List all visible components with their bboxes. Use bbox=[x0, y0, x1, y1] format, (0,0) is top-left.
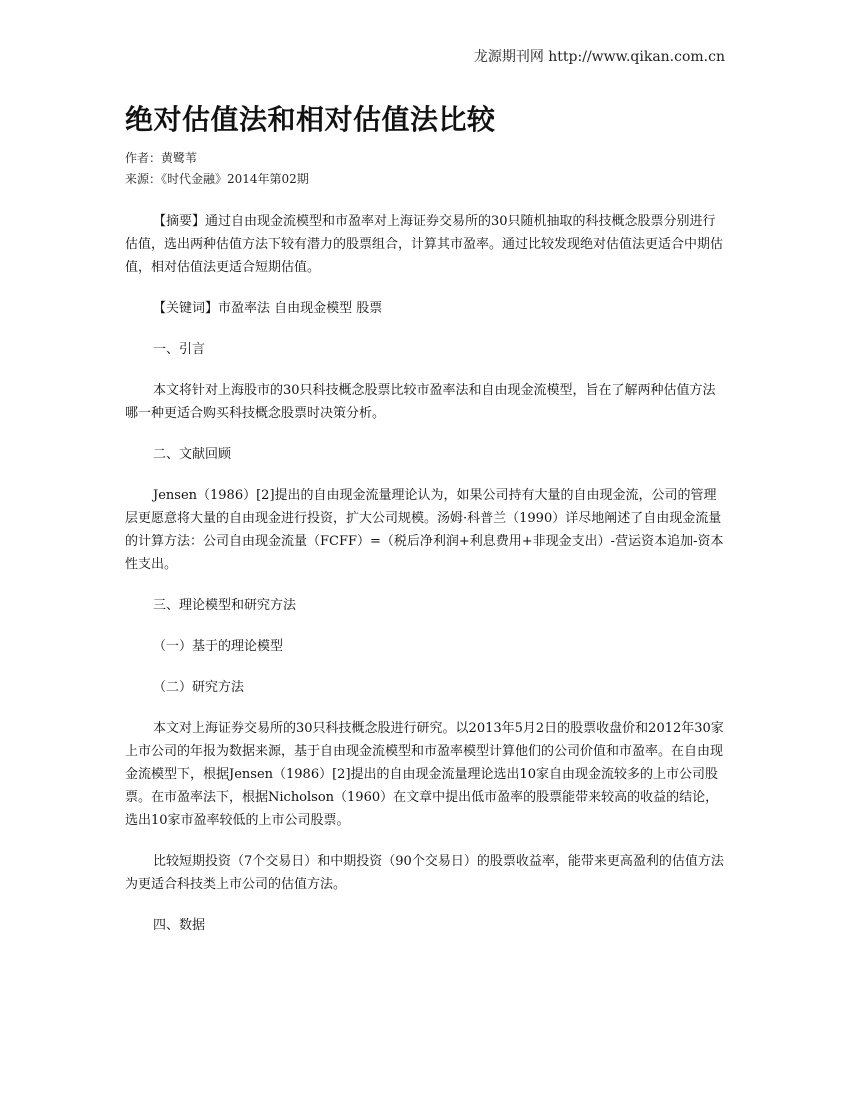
section-heading-intro: 一、引言 bbox=[153, 342, 206, 357]
section-heading-data: 四、数据 bbox=[153, 918, 206, 933]
article-body bbox=[125, 210, 725, 955]
site-header: 龙源期刊网 http://www.qikan.com.cn bbox=[473, 49, 725, 65]
abstract-paragraph: 【摘要】通过自由现金流模型和市盈率对上海证券交易所的30只随机抽取的科技概念股票分别进行估值，选出两种估值方法下较有潜力的股票组合，计算其市盈率。通过比较发现绝对估值法更适合中期估值，相对估值法更适合短期估值。 bbox=[125, 214, 724, 275]
subsection-heading-model: （一）基于的理论模型 bbox=[153, 639, 284, 654]
section-heading-literature: 二、文献回顾 bbox=[153, 447, 232, 462]
article-author: 作者：黄鹭苇 bbox=[125, 151, 198, 165]
article-title: 绝对估值法和相对估值法比较 bbox=[125, 103, 496, 136]
methods-paragraph: 本文对上海证券交易所的30只科技概念股进行研究。以2013年5月2日的股票收盘价和2012年30家上市公司的年报为数据来源，基于自由现金流模型和市盈率模型计算他们的公司价值和市盈率。在自由现金流模型下，根据Jensen（1986）[2]提出的自由现金流量理论选出10家自由现金流较多的上市公司股票。在市盈率法下，根据Nicholson（1960）在文章中提出低市盈率的股票能带来较高的收益的结论，选出10家市盈率较低的上市公司股票。 bbox=[125, 721, 724, 828]
subsection-heading-method: （二）研究方法 bbox=[153, 680, 245, 695]
literature-paragraph: Jensen（1986）[2]提出的自由现金流量理论认为，如果公司持有大量的自由现金流，公司的管理层更愿意将大量的自由现金进行投资，扩大公司规模。汤姆·科普兰（1990）详尽地阐述了自由现金流量的计算方法：公司自由现金流量（FCFF）=（税后净利润+利息费用+非现金支出）-营运资本追加-资本性支出。 bbox=[125, 488, 724, 572]
keywords-line: 【关键词】市盈率法 自由现金模型 股票 bbox=[153, 301, 383, 316]
section-heading-methods: 三、理论模型和研究方法 bbox=[153, 598, 297, 613]
article-source: 来源：《时代金融》2014年第02期 bbox=[125, 172, 309, 186]
intro-paragraph: 本文将针对上海股市的30只科技概念股票比较市盈率法和自由现金流模型，旨在了解两种估值方法哪一种更适合购买科技概念股票时决策分析。 bbox=[125, 383, 716, 421]
comparison-paragraph: 比较短期投资（7个交易日）和中期投资（90个交易日）的股票收益率，能带来更高盈利的估值方法为更适合科技类上市公司的估值方法。 bbox=[125, 854, 724, 892]
